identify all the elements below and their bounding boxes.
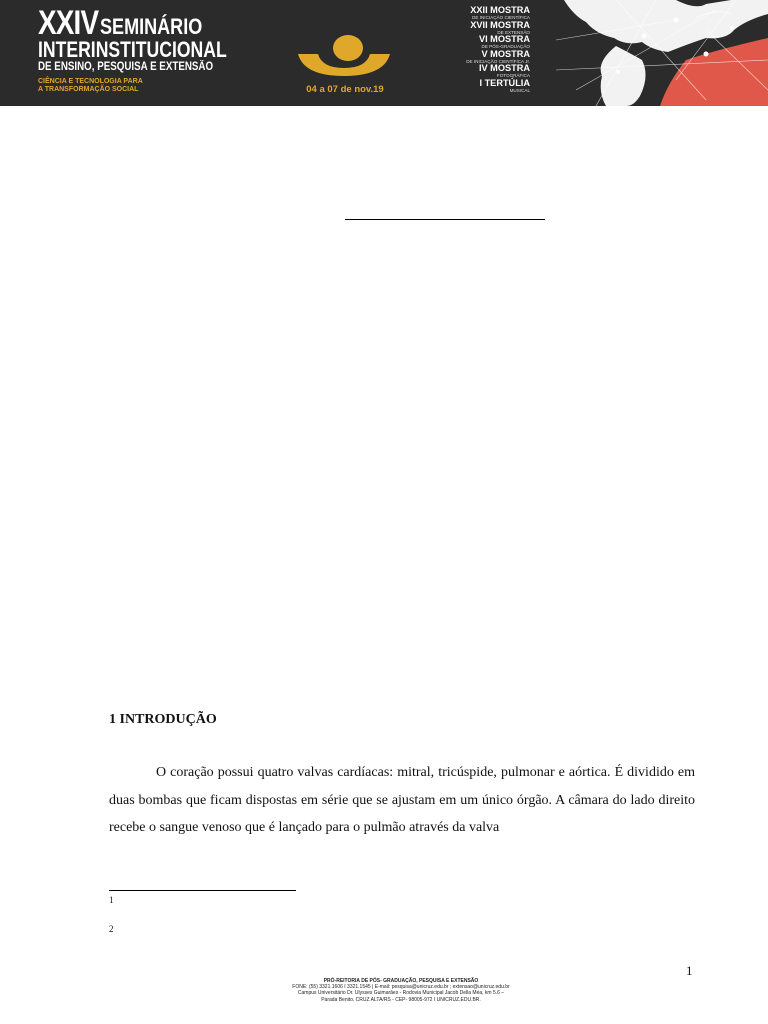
page-number: 1 (686, 963, 693, 978)
mostra-item: XXII MOSTRA DE INICIAÇÃO CIENTÍFICA (470, 5, 530, 20)
mostra-item: XVII MOSTRA DE EXTENSÃO (470, 19, 530, 35)
footnote-2: 2 (109, 924, 114, 934)
event-dates: 04 a 07 de nov.19 (306, 84, 384, 95)
footer-contact: FONE: (55) 3321.1606 I 3321.1545 | E-mail: pesquisa@unicruz.edu.br ; extensao@unicruz.edu.br (292, 984, 510, 991)
world-map-network-icon (556, 0, 768, 106)
university-logo-icon (296, 34, 392, 78)
mostras-list (446, 6, 530, 93)
footer-title: PRÓ-REITORIA DE PÓS- GRADUAÇÃO, PESQUISA E EXTENSÃO (323, 978, 479, 984)
seminar-title-line2: INTERINSTITUCIONAL (38, 37, 227, 62)
footnote-1: 1 (109, 895, 114, 905)
edition-number: XXIV (38, 4, 99, 42)
page-footer (214, 978, 588, 1003)
mostra-item: VI MOSTRA DE PÓS-GRADUAÇÃO (478, 34, 530, 49)
seminar-title-line3: DE ENSINO, PESQUISA E EXTENSÃO (38, 61, 214, 73)
footer-address-2: Parada Benito. CRUZ ALTA/RS - CEP- 98005-972 I UNICRUZ.EDU.BR. (321, 996, 481, 1003)
mostra-item: V MOSTRA DE INICIAÇÃO CIENTÍFICA Jr. (466, 48, 530, 64)
mostra-item: IV MOSTRA FOTOGRÁFICA (478, 63, 530, 78)
tagline-line1: CIÊNCIA E TECNOLOGIA PARA (38, 78, 143, 85)
footnote-divider (109, 890, 296, 891)
section-heading: 1 INTRODUÇÃO (109, 712, 217, 727)
event-banner (0, 0, 768, 106)
title-divider (345, 219, 545, 220)
body-paragraph: O coração possui quatro valvas cardíacas: mitral, tricúspide, pulmonar e aórtica. É dividido em duas bombas que ficam dispostas em série que se ajustam em um único órgão. A câmara do lado direito recebe o sangue venoso que é lançado para o pulmão através da valva (109, 765, 695, 835)
seminar-title-block (38, 4, 274, 94)
tagline-line2: A TRANSFORMAÇÃO SOCIAL (38, 86, 139, 93)
seminar-word: SEMINÁRIO (100, 14, 203, 39)
mostra-item: I TERTÚLIA MUSICAL (479, 77, 530, 93)
footer-address-1: Campus Universitário Dr. Ulysses Guimarães - Rodovia Municipal Jacob Della Méa, km 5.6 – (297, 990, 505, 997)
